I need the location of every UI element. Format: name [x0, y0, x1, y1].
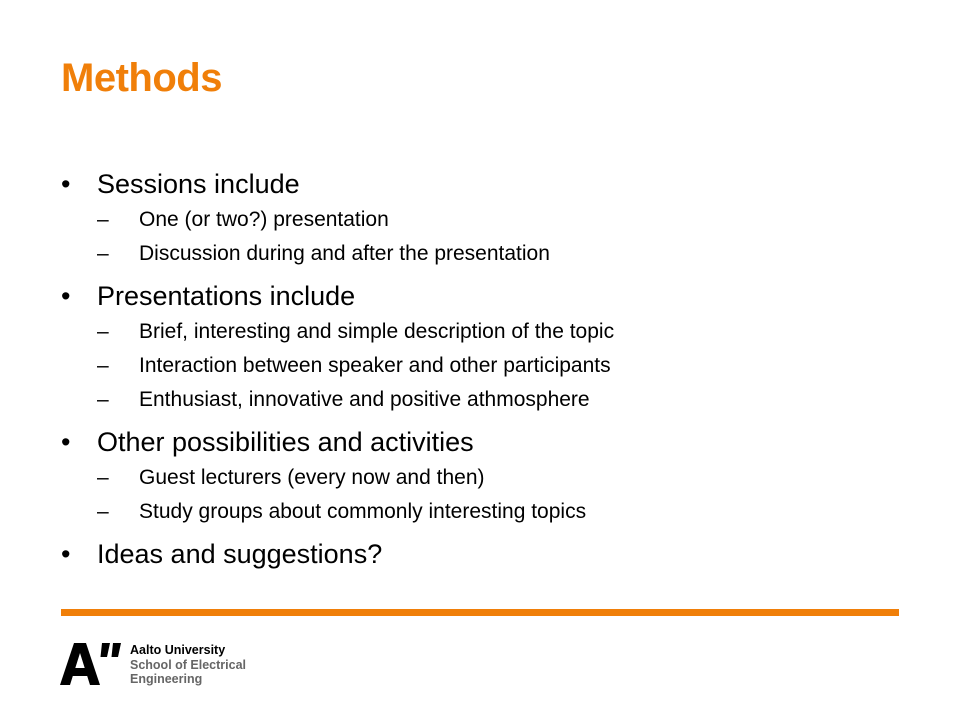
- sub-list: [97, 461, 921, 529]
- bullet-text: Sessions include: [97, 169, 300, 199]
- dash-icon: –: [97, 242, 109, 265]
- logo-line-school: School of Electrical: [130, 657, 247, 672]
- sub-item: [97, 237, 921, 271]
- aalto-logo-icon: [60, 643, 122, 685]
- bullet-text: Presentations include: [97, 281, 356, 311]
- aalto-logo: [60, 643, 246, 687]
- footer-rule: [61, 609, 899, 616]
- logo-wordmark: [130, 643, 246, 687]
- slide-title: Methods: [61, 56, 222, 100]
- logo-line-engineering: Engineering: [130, 672, 203, 686]
- sub-item: [97, 315, 921, 349]
- sub-item-text: Discussion during and after the presentation: [139, 242, 550, 265]
- dash-icon: –: [97, 500, 109, 523]
- bullet-dot-icon: •: [61, 539, 71, 569]
- dash-icon: –: [97, 388, 109, 411]
- sub-item-text: Interaction between speaker and other participants: [139, 354, 611, 377]
- bullet-item: [61, 277, 921, 417]
- dash-icon: –: [97, 466, 109, 489]
- sub-item: [97, 383, 921, 417]
- sub-item: [97, 461, 921, 495]
- sub-item: [97, 349, 921, 383]
- sub-item-text: Guest lecturers (every now and then): [139, 466, 485, 489]
- bullet-text: Other possibilities and activities: [97, 427, 474, 457]
- slide-content: [61, 165, 921, 573]
- bullet-dot-icon: •: [61, 281, 71, 311]
- bullet-item: [61, 535, 921, 573]
- sub-item-text: Study groups about commonly interesting topics: [139, 500, 587, 523]
- sub-list: [97, 203, 921, 271]
- bullet-dot-icon: •: [61, 427, 71, 457]
- bullet-dot-icon: •: [61, 169, 71, 199]
- bullet-item: [61, 165, 921, 271]
- sub-list: [97, 315, 921, 417]
- sub-item: [97, 495, 921, 529]
- dash-icon: –: [97, 354, 109, 377]
- logo-line-university: Aalto University: [130, 643, 226, 657]
- bullet-text: Ideas and suggestions?: [97, 539, 383, 569]
- dash-icon: –: [97, 320, 109, 343]
- sub-item-text: Enthusiast, innovative and positive athmosphere: [139, 388, 590, 411]
- sub-item-text: Brief, interesting and simple description of the topic: [139, 320, 615, 343]
- dash-icon: –: [97, 208, 109, 231]
- bullet-item: [61, 423, 921, 529]
- sub-item-text: One (or two?) presentation: [139, 208, 389, 231]
- sub-item: [97, 203, 921, 237]
